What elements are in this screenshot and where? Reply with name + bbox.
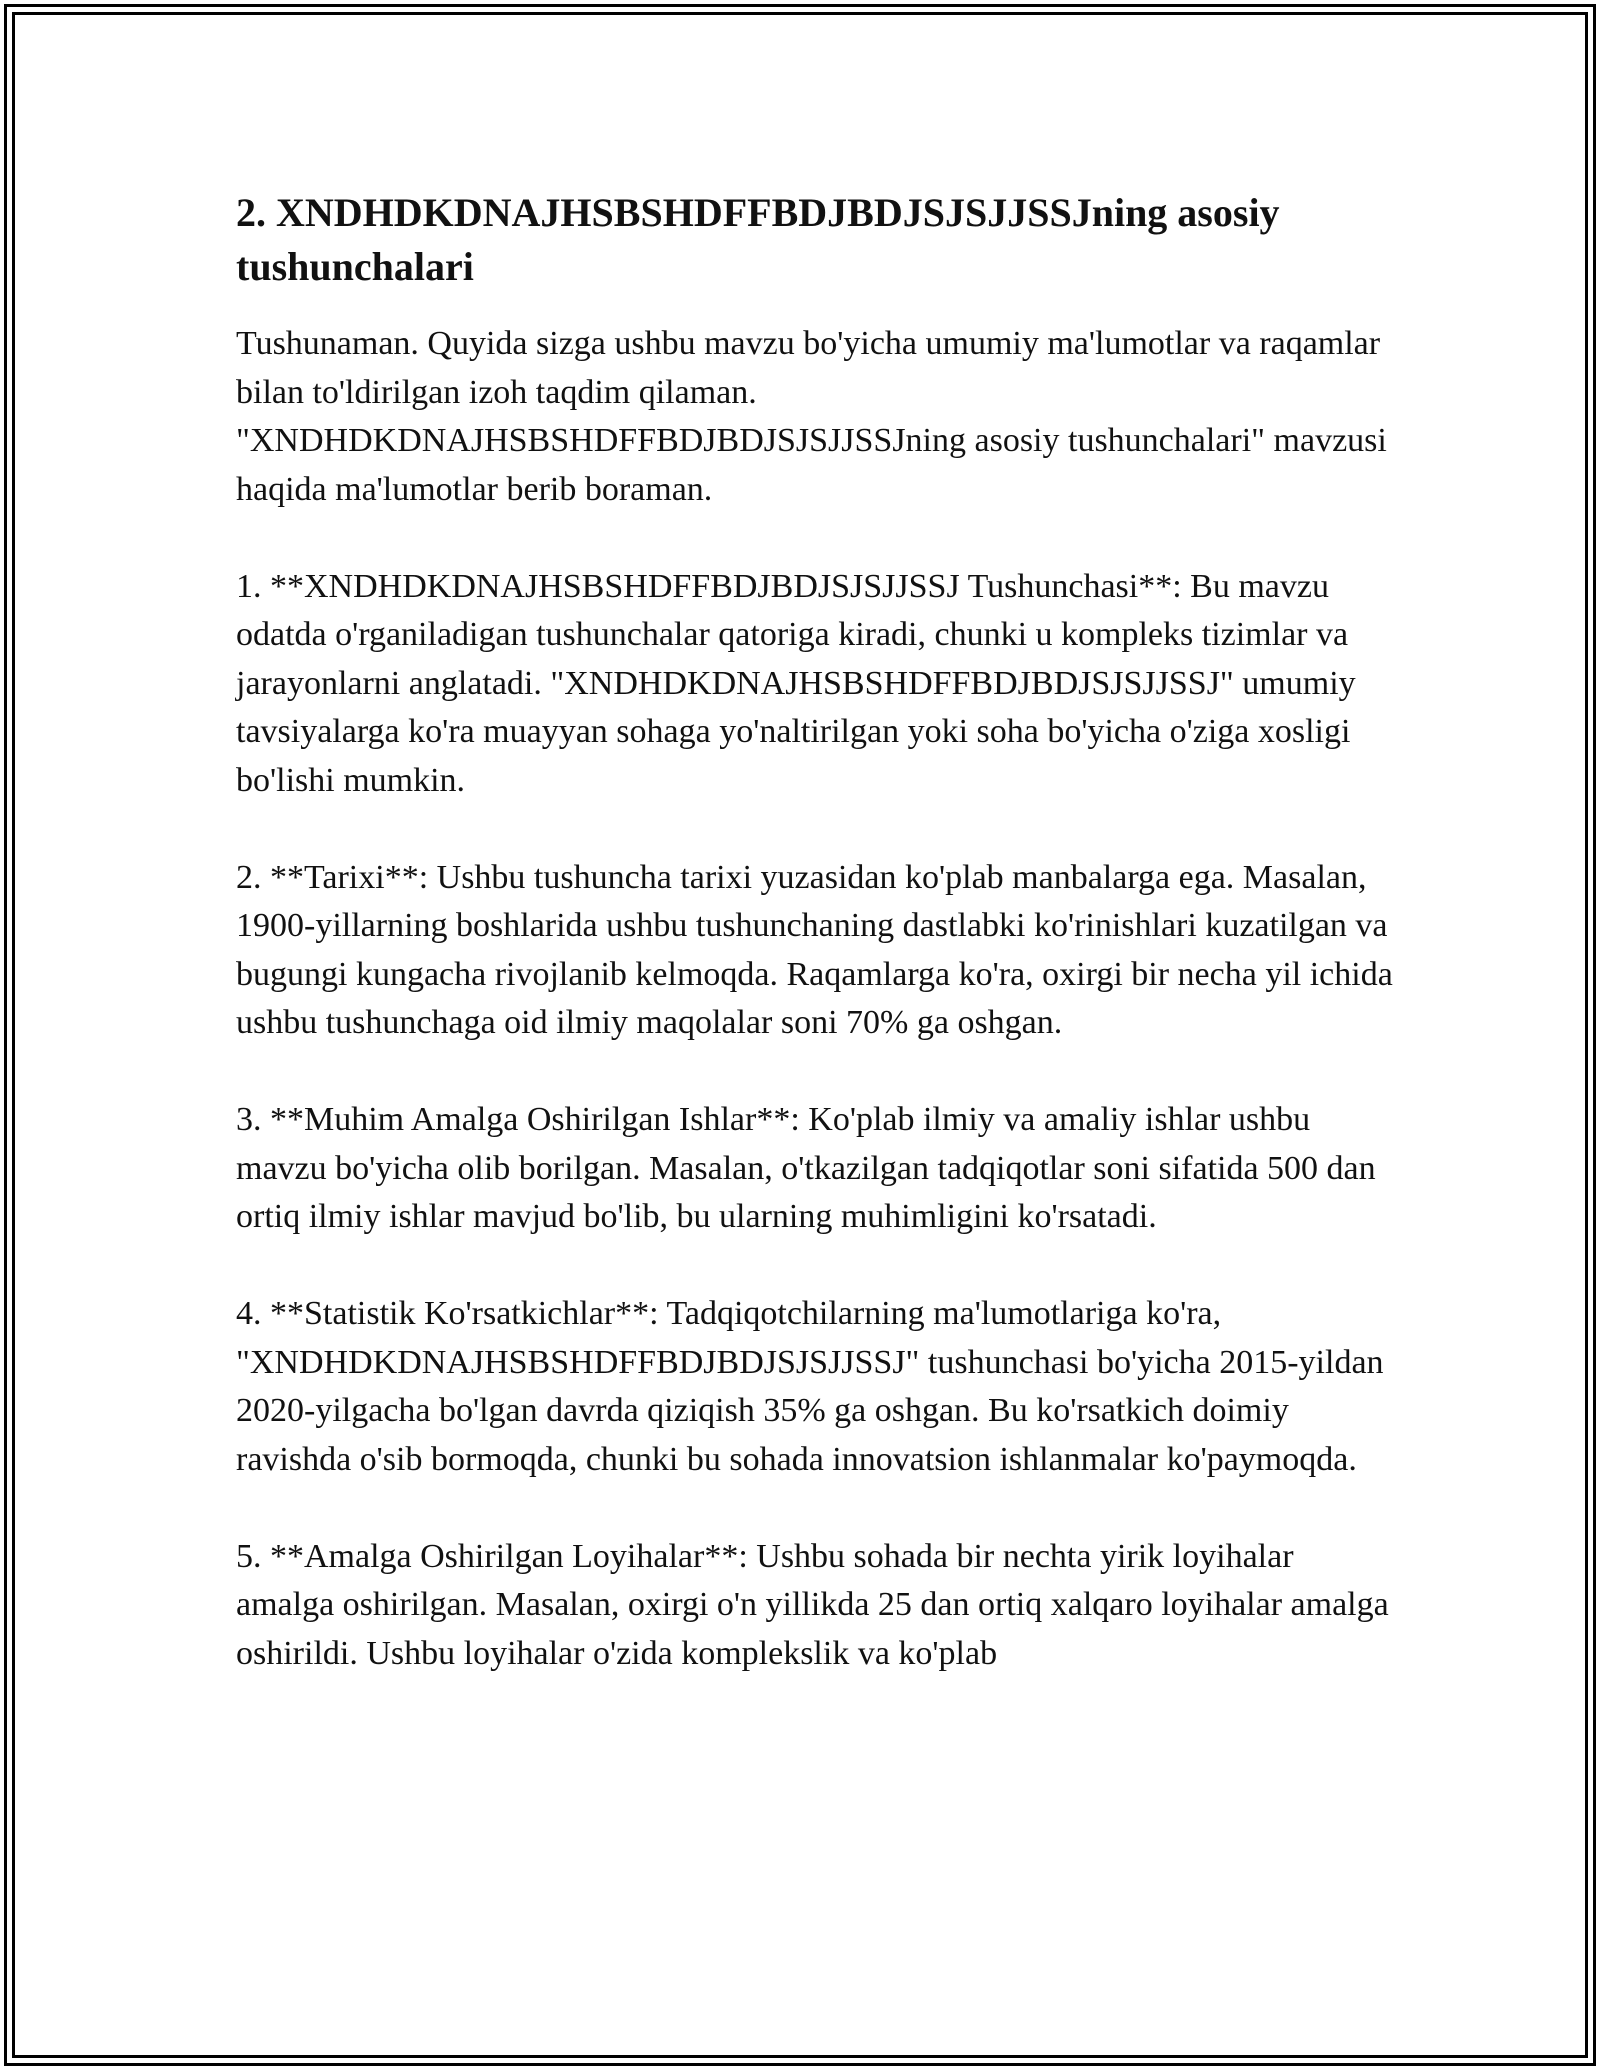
document-body [236, 186, 1396, 1727]
paragraph-concept: 1. **XNDHDKDNAJHSBSHDFFBDJBDJSJSJJSSJ Tushunchasi**: Bu mavzu odatda o'rganiladigan tushunchalar qatoriga kiradi, chunki u kompleks tizimlar va jarayonlarni anglatadi. "XNDHDKDNAJHSBSHDFFBDJBDJSJSJJSSJ" umumiy tavsiyalarga ko'ra muayyan sohaga yo'naltirilgan yoki soha bo'yicha o'ziga xosligi bo'lishi mumkin. [236, 567, 1356, 799]
intro-paragraph: Tushunaman. Quyida sizga ushbu mavzu bo'yicha umumiy ma'lumotlar va raqamlar bilan to'ldirilgan izoh taqdim qilaman. "XNDHDKDNAJHSBSHDFFBDJBDJSJSJJSSJning asosiy tushunchalari" mavzusi haqida ma'lumotlar berib boraman. [236, 325, 1387, 508]
paragraph-projects: 5. **Amalga Oshirilgan Loyihalar**: Ushbu sohada bir nechta yirik loyihalar amalga oshirilgan. Masalan, oxirgi o'n yillikda 25 dan ortiq xalqaro loyihalar amalga oshirildi. Ushbu loyihalar o'zida komplekslik va ko'plab [236, 1537, 1389, 1672]
paragraph-history: 2. **Tarixi**: Ushbu tushuncha tarixi yuzasidan ko'plab manbalarga ega. Masalan, 1900-yillarning boshlarida ushbu tushunchaning dastlabki ko'rinishlari kuzatilgan va bugungi kungacha rivojlanib kelmoqda. Raqamlarga ko'ra, oxirgi bir necha yil ichida ushbu tushunchaga oid ilmiy maqolalar soni 70% ga oshgan. [236, 858, 1393, 1041]
section-heading: 2. XNDHDKDNAJHSBSHDFFBDJBDJSJSJJSSJning asosiy tushunchalari [236, 190, 1280, 289]
paragraph-important-works: 3. **Muhim Amalga Oshirilgan Ishlar**: Ko'plab ilmiy va amaliy ishlar ushbu mavzu bo'yicha olib borilgan. Masalan, o'tkazilgan tadqiqotlar soni sifatida 500 dan ortiq ilmiy ishlar mavjud bo'lib, bu ularning muhimligini ko'rsatadi. [236, 1101, 1376, 1235]
paragraph-statistics: 4. **Statistik Ko'rsatkichlar**: Tadqiqotchilarning ma'lumotlariga ko'ra, "XNDHDKDNAJHSBSHDFFBDJBDJSJSJJSSJ" tushunchasi bo'yicha 2015-yildan 2020-yilgacha bo'lgan davrda qiziqish 35% ga oshgan. Bu ko'rsatkich doimiy ravishda o'sib bormoqda, chunki bu sohada innovatsion ishlanmalar ko'paymoqda. [236, 1295, 1384, 1478]
